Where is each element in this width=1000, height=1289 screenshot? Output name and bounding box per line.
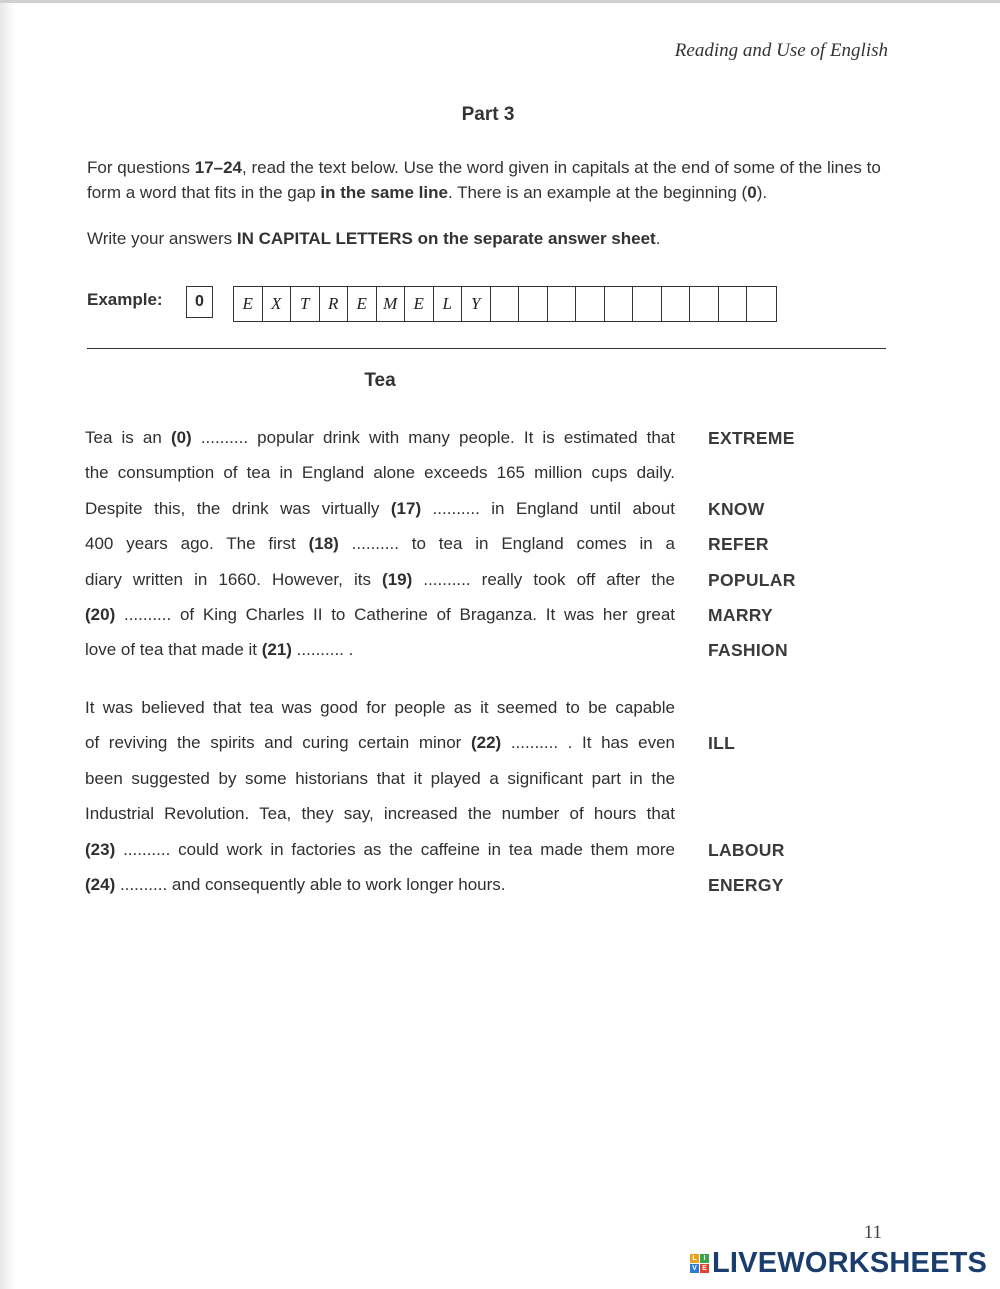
line-text bbox=[85, 802, 675, 826]
text-segment: Tea is an bbox=[85, 428, 171, 447]
text-segment: diary written in 1660. However, its bbox=[85, 569, 383, 589]
example-letter-box: X bbox=[263, 287, 292, 321]
text-segment: .......... of King Charles II to Catherine of Braganza. It was her great bbox=[115, 605, 675, 624]
text-line bbox=[85, 568, 805, 598]
example-letter-box bbox=[690, 287, 719, 321]
line-text bbox=[85, 603, 675, 627]
bold-segment: (0) bbox=[170, 428, 192, 447]
example-letter-box bbox=[519, 287, 548, 321]
liveworksheets-logo-icon bbox=[690, 1254, 709, 1273]
text-segment: 400 years ago. The first bbox=[85, 534, 309, 554]
logo-letter: I bbox=[700, 1254, 709, 1263]
bold-segment: (20) bbox=[85, 605, 116, 624]
stem-word: ILL bbox=[708, 733, 736, 754]
text-segment: , read the text below. Use the word given in capitals at the end of some of the lines to form a word that fits in the gap bbox=[87, 158, 881, 202]
example-letter-box: L bbox=[434, 287, 463, 321]
line-text bbox=[85, 568, 675, 592]
instructions-paragraph bbox=[87, 155, 897, 205]
example-letter-box: E bbox=[234, 287, 263, 321]
line-text bbox=[85, 838, 675, 862]
example-letter-box bbox=[576, 287, 605, 321]
example-letter-box bbox=[548, 287, 577, 321]
stem-word: MARRY bbox=[708, 605, 774, 625]
logo-letter: V bbox=[690, 1264, 699, 1273]
text-line bbox=[85, 802, 805, 832]
line-text bbox=[85, 532, 675, 556]
bold-segment: (22) bbox=[470, 733, 502, 753]
example-letter-box: M bbox=[377, 287, 406, 321]
text-segment: love of tea that made it bbox=[85, 640, 262, 660]
text-segment: . There is an example at the beginning ( bbox=[447, 183, 748, 202]
example-letter-box bbox=[633, 287, 662, 321]
text-segment: the consumption of tea in England alone exceeds 165 million cups daily. bbox=[85, 463, 675, 483]
text-segment: been suggested by some historians that it played a significant part in the bbox=[85, 768, 675, 788]
text-segment: Despite this, the drink was virtually bbox=[85, 498, 391, 518]
bold-segment: (21) bbox=[261, 640, 292, 660]
section-divider bbox=[87, 348, 886, 349]
stem-word: FASHION bbox=[708, 640, 788, 661]
bold-segment: (18) bbox=[308, 534, 339, 554]
example-letter-box bbox=[747, 287, 776, 321]
line-text bbox=[85, 731, 675, 755]
bold-segment: in the same line bbox=[320, 183, 448, 202]
text-segment: of reviving the spirits and curing certain minor bbox=[85, 733, 471, 753]
text-segment: Industrial Revolution. Tea, they say, increased the number of hours that bbox=[85, 804, 675, 824]
example-letter-box: E bbox=[348, 287, 377, 321]
bold-segment: IN CAPITAL LETTERS on the separate answer sheet bbox=[236, 229, 656, 248]
text-line bbox=[85, 731, 805, 761]
bold-segment: (24) bbox=[85, 875, 116, 894]
example-letter-box: R bbox=[320, 287, 349, 321]
example-label: Example: bbox=[87, 290, 163, 309]
text-segment: .......... popular drink with many people. It is estimated that bbox=[191, 428, 675, 447]
logo-letter: E bbox=[700, 1264, 709, 1273]
bold-segment: (23) bbox=[85, 839, 116, 859]
text-segment: ). bbox=[756, 183, 768, 202]
text-line bbox=[85, 767, 805, 797]
example-letter-box: Y bbox=[462, 287, 491, 321]
example-letter-box: T bbox=[291, 287, 320, 321]
logo-letter: L bbox=[690, 1254, 699, 1263]
text-line bbox=[85, 497, 805, 527]
example-letter-box bbox=[662, 287, 691, 321]
text-segment: Write your answers bbox=[87, 229, 237, 248]
line-text bbox=[85, 461, 675, 485]
line-text bbox=[85, 767, 675, 791]
line-text bbox=[85, 638, 675, 662]
bold-segment: (19) bbox=[382, 569, 413, 589]
text-segment: .......... could work in factories as the caffeine in tea made them more bbox=[115, 839, 675, 859]
text-line bbox=[85, 696, 805, 726]
page-edge-shadow bbox=[0, 0, 16, 1289]
example-letter-box: E bbox=[405, 287, 434, 321]
text-segment: .......... to tea in England comes in a bbox=[338, 534, 675, 554]
running-head: Reading and Use of English bbox=[674, 40, 888, 61]
text-segment: .......... . bbox=[291, 640, 354, 660]
page-number: 11 bbox=[863, 1222, 882, 1243]
text-segment: .......... in England until about bbox=[421, 498, 675, 518]
example-letter-box bbox=[491, 287, 520, 321]
text-line bbox=[85, 603, 805, 633]
text-segment: For questions bbox=[87, 158, 195, 177]
bold-segment: 17–24 bbox=[194, 158, 243, 177]
stem-word: EXTREME bbox=[708, 428, 795, 448]
example-letter-box bbox=[605, 287, 634, 321]
stem-word: KNOW bbox=[708, 498, 765, 519]
text-line bbox=[85, 638, 805, 668]
text-segment: .......... really took off after the bbox=[412, 569, 675, 589]
text-segment: . bbox=[655, 229, 661, 248]
stem-word: POPULAR bbox=[708, 569, 796, 590]
brand-name: LIVEWORKSHEETS bbox=[712, 1247, 988, 1279]
line-text bbox=[85, 426, 675, 450]
example-number-box: 0 bbox=[186, 286, 213, 318]
part-title: Part 3 bbox=[461, 104, 515, 125]
stem-word: ENERGY bbox=[708, 875, 784, 895]
text-line bbox=[85, 838, 805, 868]
line-text bbox=[85, 497, 675, 521]
example-answer-boxes bbox=[233, 286, 777, 322]
text-title: Tea bbox=[364, 370, 396, 391]
stem-word: REFER bbox=[708, 534, 769, 555]
page-top-edge bbox=[0, 0, 1000, 3]
text-line bbox=[85, 426, 805, 456]
text-segment: It was believed that tea was good for people as it seemed to be capable bbox=[85, 698, 675, 717]
bold-segment: (17) bbox=[390, 498, 422, 518]
example-letter-box bbox=[719, 287, 748, 321]
text-segment: .......... and consequently able to work longer hours. bbox=[115, 875, 506, 894]
answer-instructions bbox=[87, 226, 897, 251]
text-line bbox=[85, 873, 805, 903]
liveworksheets-brand bbox=[690, 1247, 987, 1280]
text-segment: .......... . It has even bbox=[501, 733, 675, 753]
stem-word: LABOUR bbox=[708, 839, 785, 860]
line-text bbox=[85, 696, 675, 720]
text-line bbox=[85, 461, 805, 491]
text-line bbox=[85, 532, 805, 562]
line-text bbox=[85, 873, 675, 897]
bold-segment: 0 bbox=[747, 183, 757, 202]
